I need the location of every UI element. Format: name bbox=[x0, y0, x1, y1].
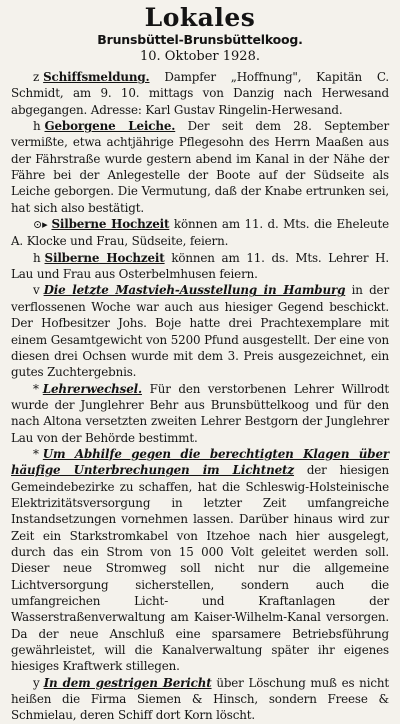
dateline: 10. Oktober 1928. bbox=[140, 49, 260, 64]
article-mark: h bbox=[33, 119, 41, 134]
article-headline: Lehrerwechsel. bbox=[42, 381, 142, 396]
article-headline: Silberne Hochzeit bbox=[51, 217, 170, 232]
section-subtitle: Brunsbüttel-Brunsbüttelkoog. bbox=[97, 32, 303, 47]
article-geborgene-leiche bbox=[11, 118, 389, 216]
article-body: Dampfer „Hoffnung", Kapitän C. Schmidt, am 9. 10. mittags von Danzig nach Herwesand abgegangen. Adresse: Karl Gustav Ringelin-Herwesand. bbox=[11, 70, 389, 117]
article-mark: v bbox=[33, 283, 40, 298]
article-mark: y bbox=[33, 675, 40, 690]
article-lichtnetz bbox=[11, 446, 389, 675]
article-lehrerwechsel bbox=[11, 381, 389, 446]
article-headline: Geborgene Leiche. bbox=[44, 119, 176, 134]
article-mark: * bbox=[33, 446, 39, 461]
article-headline: Schiffsmeldung. bbox=[43, 70, 150, 84]
article-headline: Die letzte Mastvieh-Ausstellung in Hamburg bbox=[43, 283, 346, 298]
article-body: der hiesigen Gemeindebezirke zu schaffen, hat die Schleswig-Holsteinische Elektrizitätsversorgung in letzter Zeit umfangreiche Instandsetzungen vornehmen lassen. Darüber hinaus wird zur Zeit ein Starkstromkabel von Itzehoe nach hier ausgelegt, durch das ein Strom von 15 000 Volt geleitet werden soll. Dieser neue Stromweg soll nicht nur die allgemeine Lichtversorgung sicherstellen, sondern auch die umfangreichen Licht- und Kraftanlagen der Wasserstraßenverwaltung am Kaiser-Wilhelm-Kanal versorgen. Da der neue Anschluß eine sparsamere Betriebsführung gewährleistet, will die Kanalverwaltung später ihr eigenes hiesiges Kraftwerk stillegen. bbox=[11, 463, 389, 674]
article-body: in der verflossenen Woche war auch aus hiesiger Gegend beschickt. Der Hofbesitzer Johs. Boje hatte drei Prachtexemplare mit einem Gesamtgewicht von 5200 Pfund ausgestellt. Der eine von diesen drei Ochsen wurde mit dem 3. Preis ausgezeichnet, ein gutes Zuchtergebnis. bbox=[11, 283, 389, 380]
article-body: Für den verstorbenen Lehrer Willrodt wurde der Junglehrer Behr aus Brunsbüttelkoog und für den nach Altona versetzten zweiten Lehrer Bestgorn der Junglehrer Lau von der Behörde bestimmt. bbox=[11, 381, 389, 445]
article-body: können am 11. d. Mts. die Eheleute A. Klocke und Frau, Südseite, feiern. bbox=[11, 217, 390, 249]
article-body: können am 11. ds. Mts. Lehrer H. Lau und Frau aus Osterbelmhusen feiern. bbox=[11, 250, 389, 282]
masthead bbox=[11, 4, 389, 66]
section-title: Lokales bbox=[144, 3, 256, 32]
article-silberne-hochzeit-lau bbox=[11, 250, 389, 283]
article-mark: ⊙▸ bbox=[33, 218, 48, 232]
article-headline: In dem gestrigen Bericht bbox=[43, 675, 212, 690]
article-schiffsmeldung bbox=[11, 69, 389, 118]
article-headline: Um Abhilfe gegen die berechtigten Klagen über häufige Unterbrechungen im Lichtnetz bbox=[11, 446, 389, 478]
article-berichtigung bbox=[11, 675, 389, 724]
article-mark: z bbox=[33, 70, 40, 84]
article-mastvieh-ausstellung bbox=[11, 282, 389, 380]
article-silberne-hochzeit-klocke bbox=[11, 216, 389, 250]
article-body: über Löschung muß es nicht heißen die Firma Siemen & Hinsch, sondern Freese & Schmielau, deren Schiff dort Korn löscht. bbox=[11, 675, 389, 723]
article-mark: * bbox=[33, 381, 39, 396]
article-headline: Silberne Hochzeit bbox=[44, 250, 165, 265]
article-mark: h bbox=[33, 250, 41, 265]
article-body: Der seit dem 28. September vermißte, etwa achtjährige Pflegesohn des Herrn Maaßen aus der Fährstraße wurde gestern abend im Kanal in der Nähe der Fähre bei der Anlegestelle der Boote auf der Südseite als Leiche geborgen. Die Vermutung, daß der Knabe ertrunken sei, hat sich also bestätigt. bbox=[11, 119, 389, 215]
